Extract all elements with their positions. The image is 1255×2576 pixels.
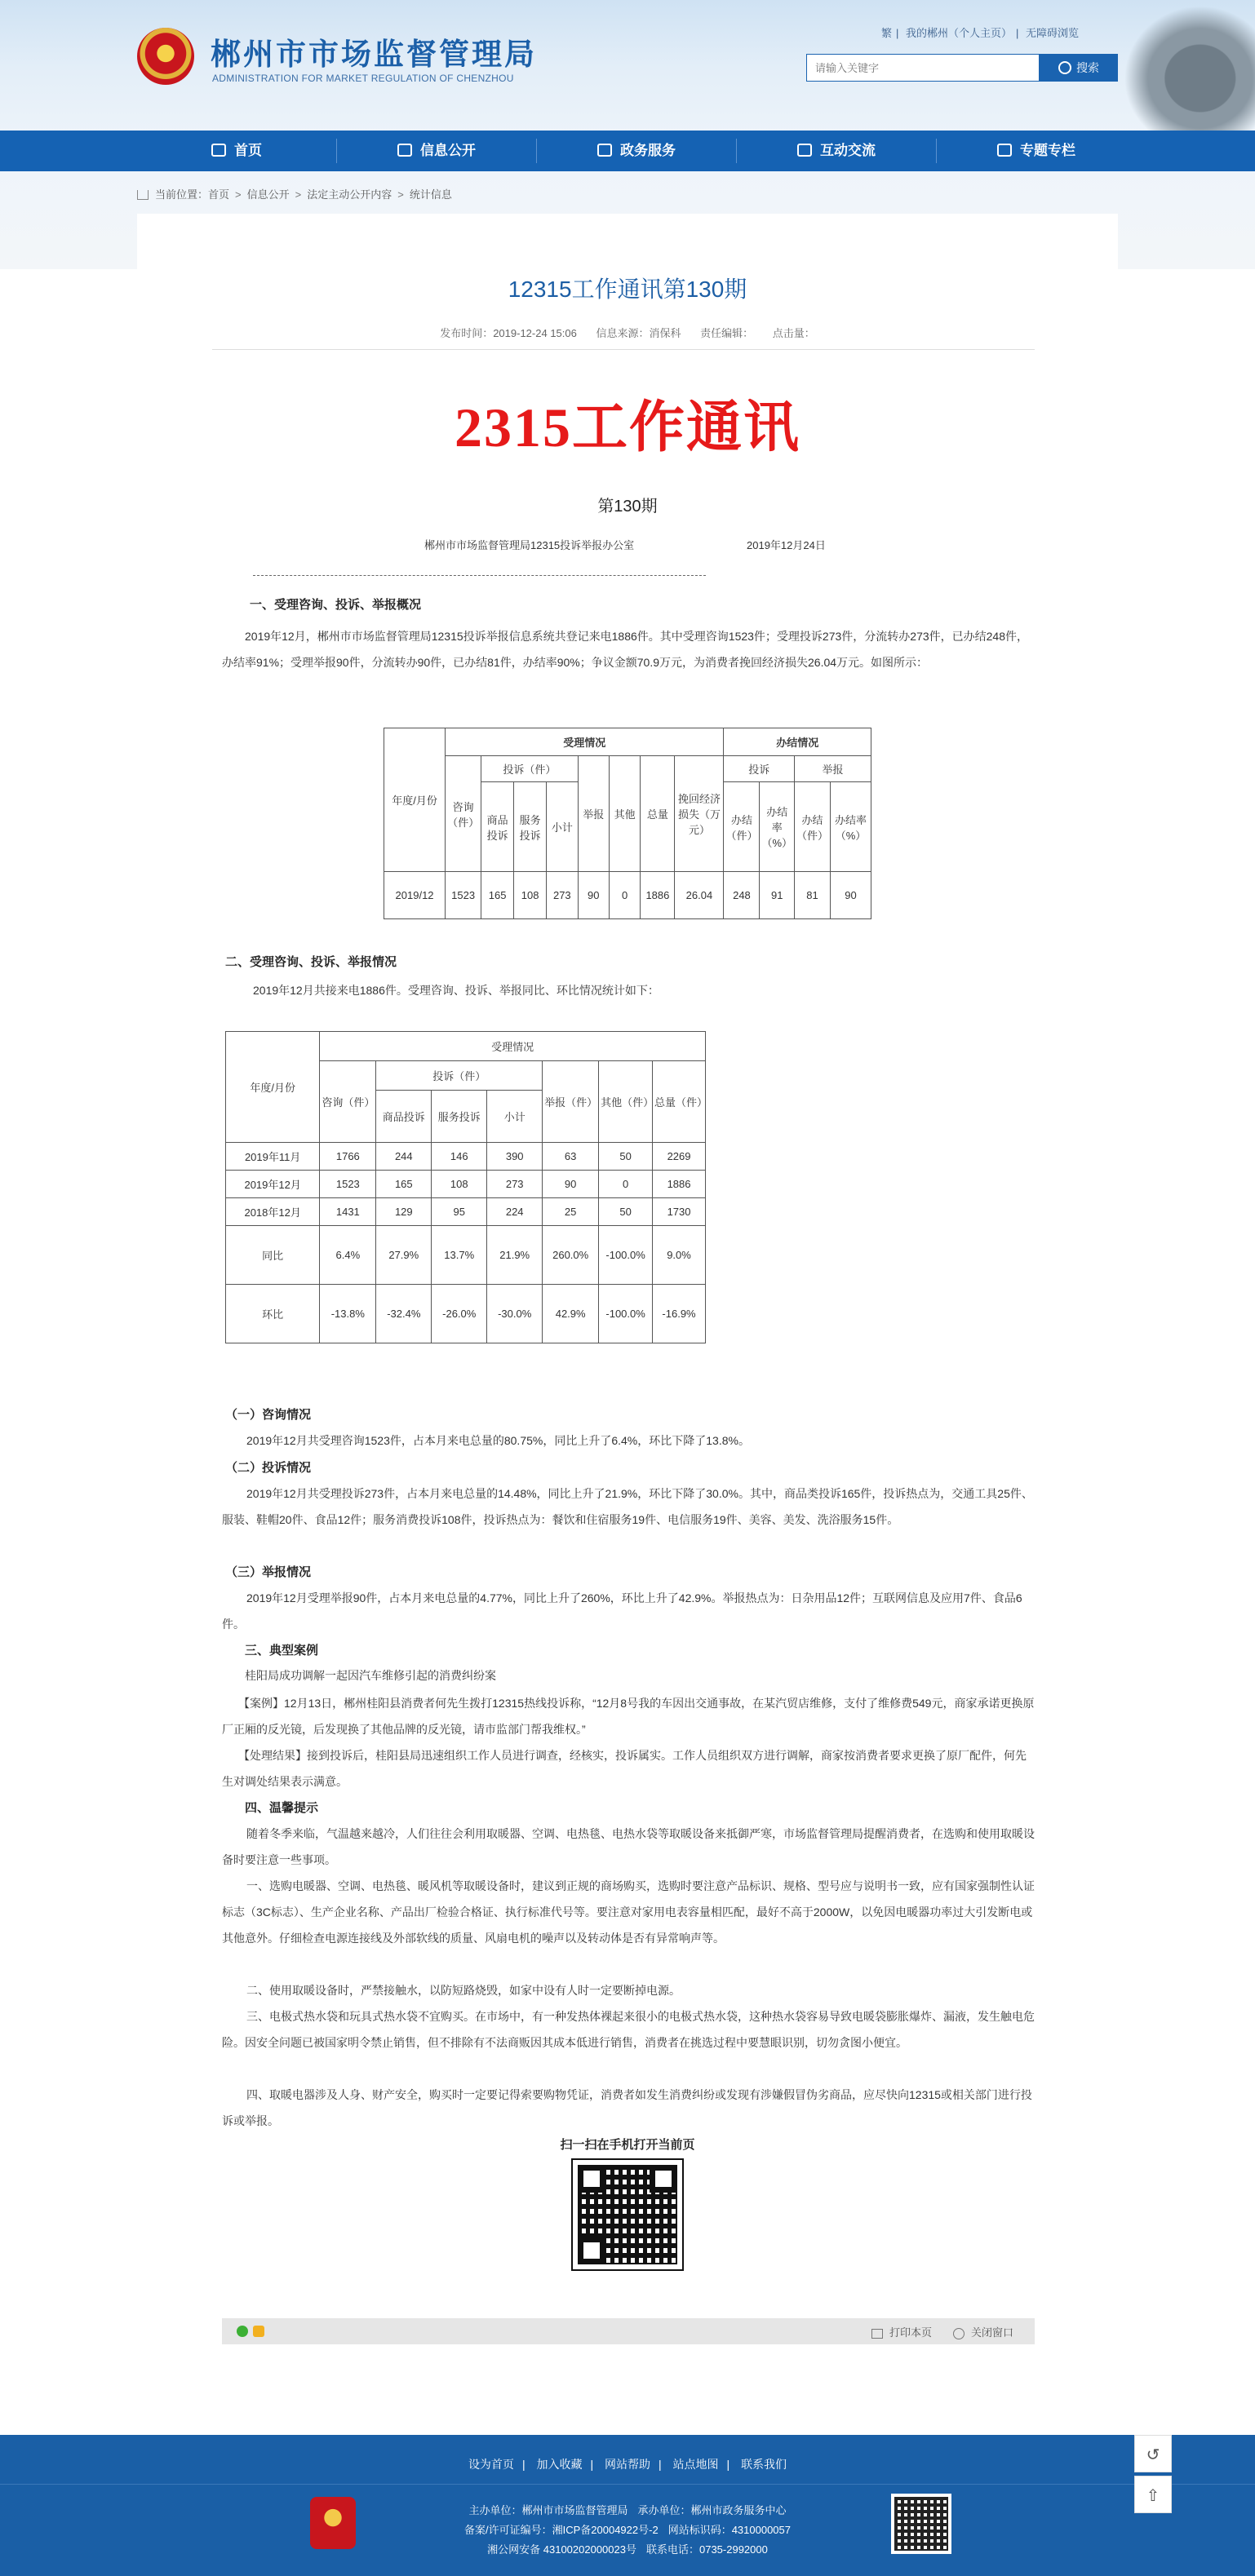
breadcrumb-prefix: 当前位置： — [155, 188, 209, 201]
table-cell: 42.9% — [543, 1285, 599, 1343]
table-header: 挽回经济损失（万元） — [675, 756, 724, 872]
nav-item-topics[interactable] — [937, 131, 1136, 171]
my-chenzhou-link[interactable]: 我的郴州（个人主页） — [906, 27, 1013, 39]
table-cell: 108 — [432, 1171, 487, 1198]
table-header: 举报（件） — [543, 1061, 599, 1143]
dashed-divider — [253, 575, 706, 576]
nav-item-info[interactable] — [337, 131, 536, 171]
nav-item-home[interactable] — [137, 131, 336, 171]
breadcrumb-item[interactable]: 信息公开 — [246, 188, 290, 201]
table-header: 年度/月份 — [384, 728, 446, 872]
table-header: 咨询（件） — [320, 1061, 376, 1143]
table-cell: -30.0% — [487, 1285, 543, 1343]
paragraph: 2019年12月，郴州市市场监督管理局12315投诉举报信息系统共登记来电1886件。其中受理咨询1523件；受理投诉273件，分流转办273件，已办结248件，办结率91%；受理举报90件，分流转办90件，已办结81件，办结率90%；争议金额70.9万元，为消费者挽回经济损失26.04万元。如图所示： — [222, 630, 1029, 669]
table-cell: 2019年12月 — [226, 1171, 320, 1198]
table-cell: 2019年11月 — [226, 1143, 320, 1171]
table-cell: 50 — [599, 1143, 653, 1171]
paragraph: 2019年12月共受理投诉273件，占本月来电总量的14.48%，同比上升了21.9%，环比下降了30.0%。其中，商品类投诉165件，投诉热点为，交通工具25件、服装、鞋帽20件、食品12件；服务消费投诉108件，投诉热点为：餐饮和住宿服务19件、电信服务19件、美容、美发、洗浴服务15件。 — [222, 1487, 1033, 1526]
table-cell: 2018年12月 — [226, 1198, 320, 1226]
qzone-share-icon[interactable] — [253, 2326, 264, 2337]
footer-links: 设为首页 | 加入收藏 | 网站帮助 | 站点地图 | 联系我们 — [468, 2458, 787, 2471]
table-cell: 27.9% — [376, 1226, 432, 1285]
table-cell: 273 — [487, 1171, 543, 1198]
article-title: 12315工作通讯第130期 — [508, 277, 747, 302]
paragraph: 2019年12月共接来电1886件。受理咨询、投诉、举报同比、环比情况统计如下： — [253, 984, 659, 997]
print-button[interactable] — [871, 2324, 932, 2339]
table-header: 咨询（件） — [446, 756, 481, 872]
nav-label: 信息公开 — [420, 143, 476, 158]
divider — [212, 349, 1035, 350]
footer-text: 承办单位：郴州市政务服务中心 — [637, 2504, 787, 2516]
table-header: 办结率（%） — [760, 782, 795, 872]
table-cell: 6.4% — [320, 1226, 376, 1285]
table-header: 总量 — [641, 756, 675, 872]
table-cell: 26.04 — [675, 872, 724, 919]
table-header: 小计 — [547, 782, 578, 872]
section-heading: 四、温馨提示 — [245, 1801, 319, 1815]
table-cell: -13.8% — [320, 1285, 376, 1343]
table-cell: 146 — [432, 1143, 487, 1171]
table-header: 其他（件） — [599, 1061, 653, 1143]
table-cell: 1431 — [320, 1198, 376, 1226]
table-cell: 1523 — [320, 1171, 376, 1198]
publish-time: 发布时间：2019-12-24 15:06 — [440, 327, 577, 339]
nav-label: 专题专栏 — [1020, 143, 1075, 158]
table-cell: 21.9% — [487, 1226, 543, 1285]
table-cell: 90 — [578, 872, 609, 919]
stone-lion-image — [1118, 0, 1255, 131]
nav-item-interaction[interactable] — [737, 131, 936, 171]
article-action-bar — [222, 2318, 1035, 2344]
paragraph: 随着冬季来临，气温越来越冷，人们往往会利用取暖器、空调、电热毯、电热水袋等取暖设备来抵御严寒，市场监督管理局提醒消费者，在选购和使用取暖设备时要注意一些事项。 — [222, 1827, 1035, 1866]
table-header: 办结（件） — [724, 782, 760, 872]
wechat-share-icon[interactable] — [237, 2326, 248, 2337]
table-cell: 244 — [376, 1143, 432, 1171]
table-cell: 108 — [514, 872, 547, 919]
footer-text: 联系电话：0735-2992000 — [645, 2543, 768, 2556]
main-nav — [0, 131, 1255, 171]
issue-number: 第130期 — [597, 498, 658, 516]
table-header: 办结率（%） — [831, 782, 871, 872]
table-group-header: 受理情况 — [320, 1032, 706, 1061]
footer-link[interactable]: 设为首页 — [468, 2458, 514, 2471]
table-row — [384, 872, 871, 919]
site-footer — [0, 2435, 1255, 2576]
site-logo-subtitle: ADMINISTRATION FOR MARKET REGULATION OF CHENZHOU — [212, 73, 514, 84]
table-cell: 81 — [795, 872, 831, 919]
table-cell: 1886 — [653, 1171, 706, 1198]
printer-icon — [871, 2329, 883, 2339]
footer-link[interactable]: 加入收藏 — [536, 2458, 583, 2471]
summary-table — [384, 728, 871, 919]
accessibility-link[interactable]: 无障碍浏览 — [1026, 27, 1080, 39]
paragraph: 【案例】12月13日，郴州桂阳县消费者何先生拨打12315热线投诉称，“12月8号我的车因出交通事故，在某汽贸店维修，支付了维修费549元，商家承诺更换原厂正厢的反光镜，后发现换了其他品牌的反光镜，请市监部门帮我维权。” — [222, 1697, 1035, 1736]
table-cell: 95 — [432, 1198, 487, 1226]
subsection-heading: （一）咨询情况 — [225, 1408, 312, 1422]
table-header: 总量（件） — [653, 1061, 706, 1143]
print-label: 打印本页 — [889, 2326, 933, 2339]
breadcrumb-item[interactable]: 统计信息 — [409, 188, 452, 201]
table-cell: -100.0% — [599, 1226, 653, 1285]
table-cell: 129 — [376, 1198, 432, 1226]
table-cell: 63 — [543, 1143, 599, 1171]
table-header: 服务投诉 — [514, 782, 547, 872]
table-cell: -26.0% — [432, 1285, 487, 1343]
footer-security — [0, 2541, 1255, 2556]
qr-finder — [578, 2165, 605, 2193]
table-row — [226, 1198, 706, 1226]
table-cell: 91 — [760, 872, 795, 919]
breadcrumb-item[interactable]: 法定主动公开内容 — [307, 188, 392, 201]
table-group-header: 受理情况 — [446, 728, 724, 756]
table-cell: 90 — [831, 872, 871, 919]
nav-item-services[interactable] — [537, 131, 736, 171]
breadcrumb: 当前位置：首页 > 信息公开 > 法定主动公开内容 > 统计信息 — [137, 186, 452, 201]
close-window-button[interactable] — [953, 2324, 1013, 2339]
nav-label: 政务服务 — [620, 143, 676, 158]
table-cell: 1886 — [641, 872, 675, 919]
table-cell: 260.0% — [543, 1226, 599, 1285]
table-row — [226, 1285, 706, 1343]
table-cell: 0 — [609, 872, 640, 919]
top-links: 繁 | 我的郴州（个人主页） | 无障碍浏览 — [881, 27, 1080, 39]
table-cell: 90 — [543, 1171, 599, 1198]
table-header: 办结（件） — [795, 782, 831, 872]
section-heading: 三、典型案例 — [245, 1644, 319, 1658]
table-header: 投诉（件） — [481, 756, 578, 782]
breadcrumb-item[interactable]: 首页 — [208, 188, 230, 201]
paragraph: 二、使用取暖设备时，严禁接触水，以防短路烧毁，如家中设有人时一定要断掉电源。 — [246, 1984, 681, 1997]
footer-text[interactable]: 湘公网安备 43100202000023号 — [487, 2543, 636, 2556]
share-icon[interactable]: ↺ — [1134, 2435, 1172, 2472]
footer-link[interactable]: 网站帮助 — [605, 2458, 650, 2471]
info-source: 信息来源：消保科 — [596, 327, 681, 339]
table-cell: 1766 — [320, 1143, 376, 1171]
table-row — [226, 1171, 706, 1198]
subsection-heading: （三）举报情况 — [225, 1565, 312, 1579]
table-cell: 9.0% — [653, 1226, 706, 1285]
table-cell: 环比 — [226, 1285, 320, 1343]
table-header: 商品投诉 — [481, 782, 514, 872]
search-input[interactable] — [806, 54, 1040, 82]
chat-icon — [797, 144, 812, 157]
footer-sponsor — [0, 2502, 1255, 2517]
back-to-top-icon[interactable]: ⇧ — [1134, 2476, 1172, 2513]
paragraph: 2019年12月共受理咨询1523件，占本月来电总量的80.75%，同比上升了6.4%，环比下降了13.8%。 — [246, 1434, 750, 1447]
paragraph: 2019年12月受理举报90件，占本月来电总量的4.77%，同比上升了260%，环比上升了42.9%。举报热点为：日杂用品12件；互联网信息及应用7件、食品6件。 — [222, 1591, 1022, 1631]
paragraph: 四、取暖电器涉及人身、财产安全，购买时一定要记得索要购物凭证，消费者如发生消费纠纷或发现有涉嫌假冒伪劣商品，应尽快向12315或相关部门进行投诉或举报。 — [222, 2088, 1032, 2127]
table-header: 投诉（件） — [376, 1061, 543, 1091]
table-cell: 25 — [543, 1198, 599, 1226]
table-cell: 2019/12 — [384, 872, 446, 919]
table-header: 投诉 — [724, 756, 795, 782]
table-cell: 165 — [481, 872, 514, 919]
footer-divider — [0, 2484, 1255, 2485]
table-header: 其他 — [609, 756, 640, 872]
footer-registration — [0, 2521, 1255, 2537]
editor: 责任编辑： — [700, 327, 754, 339]
table-header: 年度/月份 — [226, 1032, 320, 1143]
section-heading: 一、受理咨询、投诉、举报概况 — [250, 598, 422, 612]
site-header — [0, 0, 1255, 131]
table-row — [226, 1143, 706, 1171]
footer-link[interactable]: 联系我们 — [741, 2458, 787, 2471]
footer-text: 主办单位：郴州市市场监督管理局 — [468, 2504, 628, 2516]
search-button-label: 搜索 — [1076, 61, 1099, 74]
section-heading: 二、受理咨询、投诉、举报情况 — [225, 955, 397, 969]
click-count: 点击量： — [772, 327, 815, 339]
footer-text: 网站标识码：4310000057 — [667, 2524, 791, 2536]
table-cell: 同比 — [226, 1226, 320, 1285]
layers-icon — [997, 144, 1012, 157]
table-header: 举报 — [795, 756, 871, 782]
close-label: 关闭窗口 — [971, 2326, 1014, 2339]
paragraph: 一、选购电暖器、空调、电热毯、暖风机等取暖设备时，建议到正规的商场购买，选购时要注意产品标识、规格、型号应与说明书一致，应有国家强制性认证标志（3C标志）、生产企业名称、产品出厂检验合格证、执行标准代号等。要注意对家用电表容量相匹配，最好不高于2000W，以免因电暖器功率过大引发断电或其他意外。仔细检查电源连接线及外部软线的质量、风扇电机的噪声以及转动体是否有异常响声等。 — [222, 1879, 1035, 1945]
issuing-office: 郴州市市场监督管理局12315投诉举报办公室 — [424, 539, 635, 551]
footer-qr-code-icon — [891, 2494, 951, 2554]
table-cell: 50 — [599, 1198, 653, 1226]
qr-code-icon — [573, 2160, 682, 2269]
table-header: 举报 — [578, 756, 609, 872]
case-title: 桂阳局成功调解一起因汽车维修引起的消费纠纷案 — [245, 1669, 496, 1682]
site-logo-title[interactable]: 郴州市市场监督管理局 — [211, 38, 537, 71]
qr-caption: 扫一扫在手机打开当前页 — [560, 2138, 695, 2152]
edit-icon — [597, 144, 612, 157]
table-row — [226, 1226, 706, 1285]
close-icon — [953, 2328, 965, 2339]
table-header: 服务投诉 — [432, 1091, 487, 1143]
paragraph: 【处理结果】接到投诉后，桂阳县局迅速组织工作人员进行调查，经核实，投诉属实。工作人员组织双方进行调解，商家按消费者要求更换了原厂配件，何先生对调处结果表示满意。 — [222, 1749, 1027, 1788]
search-button[interactable] — [1040, 54, 1118, 82]
comparison-table — [225, 1031, 706, 1343]
subsection-heading: （二）投诉情况 — [225, 1461, 312, 1475]
table-cell: 273 — [547, 872, 578, 919]
table-cell: 224 — [487, 1198, 543, 1226]
qr-finder — [578, 2237, 605, 2264]
paragraph: 三、电极式热水袋和玩具式热水袋不宜购买。在市场中，有一种发热体裸起来很小的电极式热水袋，这种热水袋容易导致电暖袋膨胀爆炸、漏液，发生触电危险。因安全问题已被国家明令禁止销售，但不排除有不法商贩因其成本低进行销售，消费者在挑选过程中要慧眼识别，切勿贪图小便宜。 — [222, 2010, 1035, 2049]
footer-link[interactable]: 站点地图 — [672, 2458, 719, 2471]
table-cell: -16.9% — [653, 1285, 706, 1343]
table-cell: 165 — [376, 1171, 432, 1198]
qr-finder — [650, 2165, 677, 2193]
table-cell: 390 — [487, 1143, 543, 1171]
table-cell: -100.0% — [599, 1285, 653, 1343]
document-icon — [397, 144, 412, 157]
home-icon — [211, 144, 226, 157]
table-cell: -32.4% — [376, 1285, 432, 1343]
traditional-chinese-link[interactable]: 繁 — [881, 27, 893, 39]
table-cell: 0 — [599, 1171, 653, 1198]
table-cell: 13.7% — [432, 1226, 487, 1285]
search-icon — [1058, 61, 1071, 74]
issue-date: 2019年12月24日 — [747, 539, 826, 551]
home-icon — [137, 190, 149, 200]
table-cell: 2269 — [653, 1143, 706, 1171]
table-group-header: 办结情况 — [724, 728, 871, 756]
footer-text[interactable]: 备案/许可证编号：湘ICP备20004922号-2 — [464, 2524, 659, 2536]
table-cell: 248 — [724, 872, 760, 919]
table-cell: 1523 — [446, 872, 481, 919]
nav-label: 首页 — [234, 143, 262, 158]
table-cell: 1730 — [653, 1198, 706, 1226]
newsletter-masthead: 2315工作通讯 — [454, 396, 800, 458]
table-header: 小计 — [487, 1091, 543, 1143]
article-meta — [0, 325, 1255, 340]
national-emblem-icon — [137, 28, 194, 85]
nav-label: 互动交流 — [820, 143, 876, 158]
table-header: 商品投诉 — [376, 1091, 432, 1143]
